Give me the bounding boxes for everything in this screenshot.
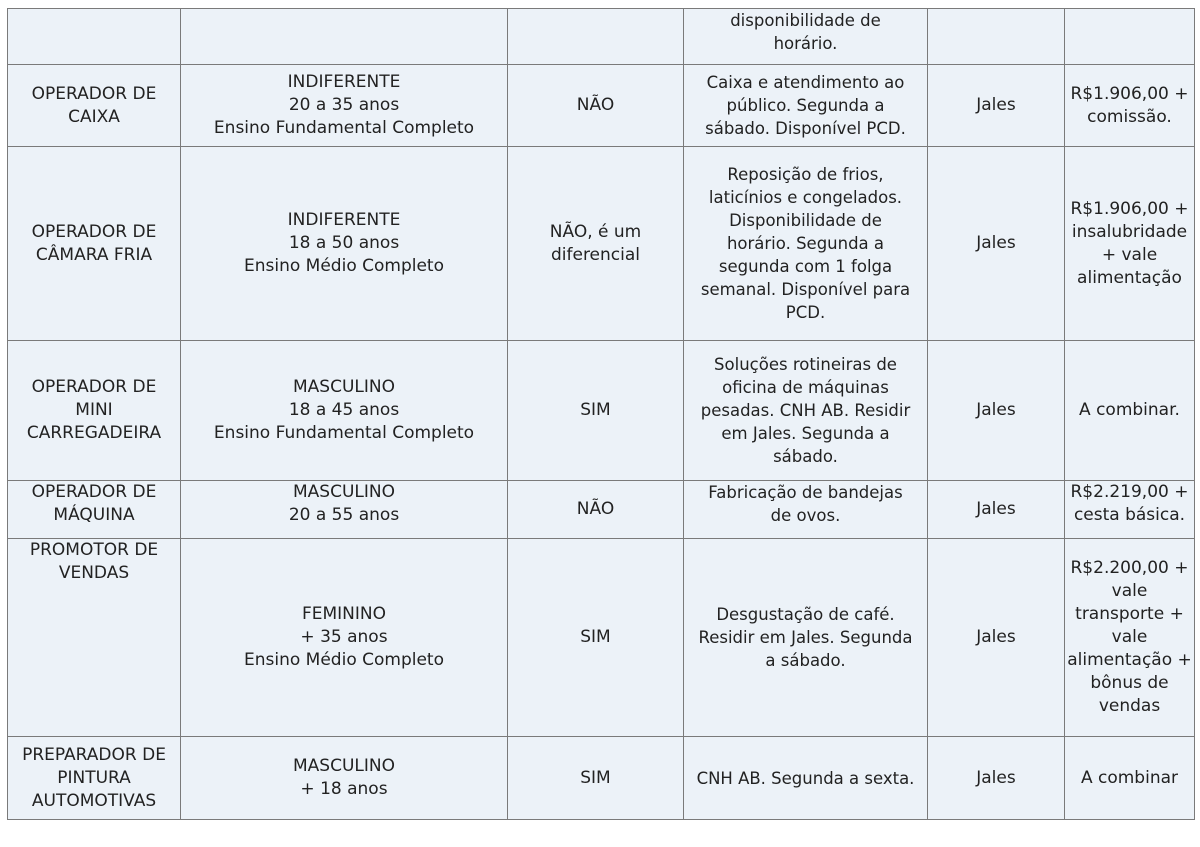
requirements-line: 20 a 55 anos <box>288 505 400 525</box>
role-cell <box>8 147 181 341</box>
requirements-cell <box>181 539 508 737</box>
salary-line: vale <box>1111 627 1148 647</box>
requirements-line: Ensino Médio Completo <box>244 256 444 276</box>
role-line: MINI <box>75 400 113 420</box>
description-line: pesadas. CNH AB. Residir <box>700 401 911 420</box>
role-line: CÂMARA FRIA <box>35 244 153 265</box>
experience-line: SIM <box>580 400 611 420</box>
experience-line: SIM <box>580 627 611 647</box>
salary-line: A combinar <box>1080 767 1179 788</box>
requirements-cell <box>181 9 508 65</box>
salary-cell <box>1065 481 1195 539</box>
role-cell <box>8 65 181 147</box>
description-line: Reposição de frios, <box>727 165 884 184</box>
description-cell <box>684 65 928 147</box>
requirements-line: FEMININO <box>301 604 387 624</box>
experience-cell <box>508 147 684 341</box>
role-line: VENDAS <box>58 563 130 583</box>
table-row <box>8 539 1195 737</box>
description-line: Disponibilidade de <box>729 211 882 230</box>
salary-line: comissão. <box>1087 106 1172 127</box>
description-line: semanal. Disponível para <box>700 280 911 299</box>
salary-line: vale <box>1111 581 1148 601</box>
description-line: segunda com 1 folga <box>718 257 893 276</box>
requirements-line: Ensino Fundamental Completo <box>213 423 475 443</box>
requirements-line: MASCULINO <box>293 756 395 776</box>
salary-cell <box>1065 539 1195 737</box>
description-line: público. Segunda a <box>726 96 885 115</box>
requirements-line: 18 a 50 anos <box>288 233 400 253</box>
salary-cell <box>1065 147 1195 341</box>
requirements-line: Ensino Médio Completo <box>244 650 444 670</box>
requirements-line: + 35 anos <box>300 627 388 647</box>
role-cell <box>8 737 181 820</box>
experience-line: NÃO <box>576 499 615 519</box>
description-cell <box>684 481 928 539</box>
description-cell <box>684 341 928 481</box>
experience-line: NÃO, é um <box>549 221 642 242</box>
requirements-cell <box>181 341 508 481</box>
role-line: PREPARADOR DE <box>22 744 166 765</box>
salary-line: insalubridade <box>1071 221 1188 242</box>
city-cell <box>928 65 1065 147</box>
salary-cell <box>1065 9 1195 65</box>
description-line: Caixa e atendimento ao <box>706 73 905 92</box>
description-line: Soluções rotineiras de <box>714 355 897 374</box>
role-cell <box>8 481 181 539</box>
role-cell <box>8 539 181 737</box>
experience-cell <box>508 481 684 539</box>
table-row <box>8 341 1195 481</box>
role-line: PINTURA <box>57 767 131 788</box>
role-cell <box>8 341 181 481</box>
requirements-line: Ensino Fundamental Completo <box>213 118 475 138</box>
description-line: de ovos. <box>770 506 841 525</box>
role-line: PROMOTOR DE <box>29 540 159 560</box>
job-openings-table <box>7 8 1195 820</box>
salary-cell <box>1065 341 1195 481</box>
experience-line: NÃO <box>576 95 615 115</box>
role-line: OPERADOR DE <box>31 377 157 397</box>
table-row <box>8 481 1195 539</box>
city-text: Jales <box>976 499 1016 519</box>
role-line: OPERADOR DE <box>31 83 157 104</box>
salary-line: transporte + <box>1075 604 1184 624</box>
salary-cell <box>1065 737 1195 820</box>
role-line: MÁQUINA <box>53 505 135 525</box>
role-line: CARREGADEIRA <box>26 423 162 443</box>
role-line: OPERADOR DE <box>31 221 157 242</box>
description-line: CNH AB. Segunda a sexta. <box>696 768 915 788</box>
role-line: OPERADOR DE <box>31 482 157 502</box>
salary-line: + vale <box>1101 244 1158 265</box>
description-line: Fabricação de bandejas <box>708 483 903 502</box>
salary-line: vendas <box>1098 696 1161 716</box>
table-row <box>8 9 1195 65</box>
description-line: Residir em Jales. Segunda <box>698 628 913 647</box>
salary-line: R$2.219,00 + <box>1070 482 1189 502</box>
requirements-cell <box>181 481 508 539</box>
description-cell <box>684 737 928 820</box>
description-line: horário. Segunda a <box>726 234 885 253</box>
requirements-line: MASCULINO <box>293 377 395 397</box>
city-text: Jales <box>976 767 1016 788</box>
table-row <box>8 65 1195 147</box>
city-cell <box>928 341 1065 481</box>
description-cell <box>684 539 928 737</box>
description-line: sábado. Disponível PCD. <box>705 119 906 138</box>
description-line: oficina de máquinas <box>722 378 889 397</box>
city-text: Jales <box>976 400 1016 420</box>
table-row <box>8 737 1195 820</box>
salary-line: bônus de <box>1090 673 1169 693</box>
salary-line: alimentação <box>1077 267 1182 288</box>
salary-cell <box>1065 65 1195 147</box>
description-line: PCD. <box>785 303 826 322</box>
requirements-cell <box>181 147 508 341</box>
requirements-cell <box>181 737 508 820</box>
requirements-line: 18 a 45 anos <box>288 400 400 420</box>
requirements-cell <box>181 65 508 147</box>
city-text: Jales <box>976 627 1016 647</box>
city-cell <box>928 539 1065 737</box>
requirements-line: INDIFERENTE <box>287 72 401 92</box>
city-cell <box>928 481 1065 539</box>
salary-line: alimentação + <box>1067 650 1192 670</box>
description-cell <box>684 147 928 341</box>
experience-line: diferencial <box>550 244 641 265</box>
description-line: disponibilidade de <box>730 11 881 30</box>
salary-line: cesta básica. <box>1073 505 1186 525</box>
experience-line: SIM <box>580 767 611 788</box>
salary-line: R$1.906,00 + <box>1070 198 1189 219</box>
city-cell <box>928 147 1065 341</box>
description-line: horário. <box>773 34 838 53</box>
description-line: em Jales. Segunda a <box>721 424 890 443</box>
city-cell <box>928 737 1065 820</box>
description-line: Desgustação de café. <box>716 605 895 624</box>
requirements-line: 20 a 35 anos <box>288 95 400 115</box>
city-text: Jales <box>976 95 1016 115</box>
salary-line: R$2.200,00 + <box>1070 558 1189 578</box>
salary-line: A combinar. <box>1079 400 1180 420</box>
experience-cell <box>508 341 684 481</box>
role-cell <box>8 9 181 65</box>
city-cell <box>928 9 1065 65</box>
experience-cell <box>508 737 684 820</box>
table-row <box>8 147 1195 341</box>
city-text: Jales <box>976 233 1016 253</box>
description-line: laticínios e congelados. <box>708 188 903 207</box>
requirements-line: MASCULINO <box>293 482 395 502</box>
description-line: sábado. <box>773 447 838 466</box>
requirements-line: + 18 anos <box>300 779 388 799</box>
role-line: CAIXA <box>68 106 120 127</box>
role-line: AUTOMOTIVAS <box>31 790 157 811</box>
requirements-line: INDIFERENTE <box>287 210 401 230</box>
experience-cell <box>508 539 684 737</box>
description-cell <box>684 9 928 65</box>
experience-cell <box>508 65 684 147</box>
experience-cell <box>508 9 684 65</box>
description-line: a sábado. <box>765 651 846 670</box>
salary-line: R$1.906,00 + <box>1070 83 1189 104</box>
